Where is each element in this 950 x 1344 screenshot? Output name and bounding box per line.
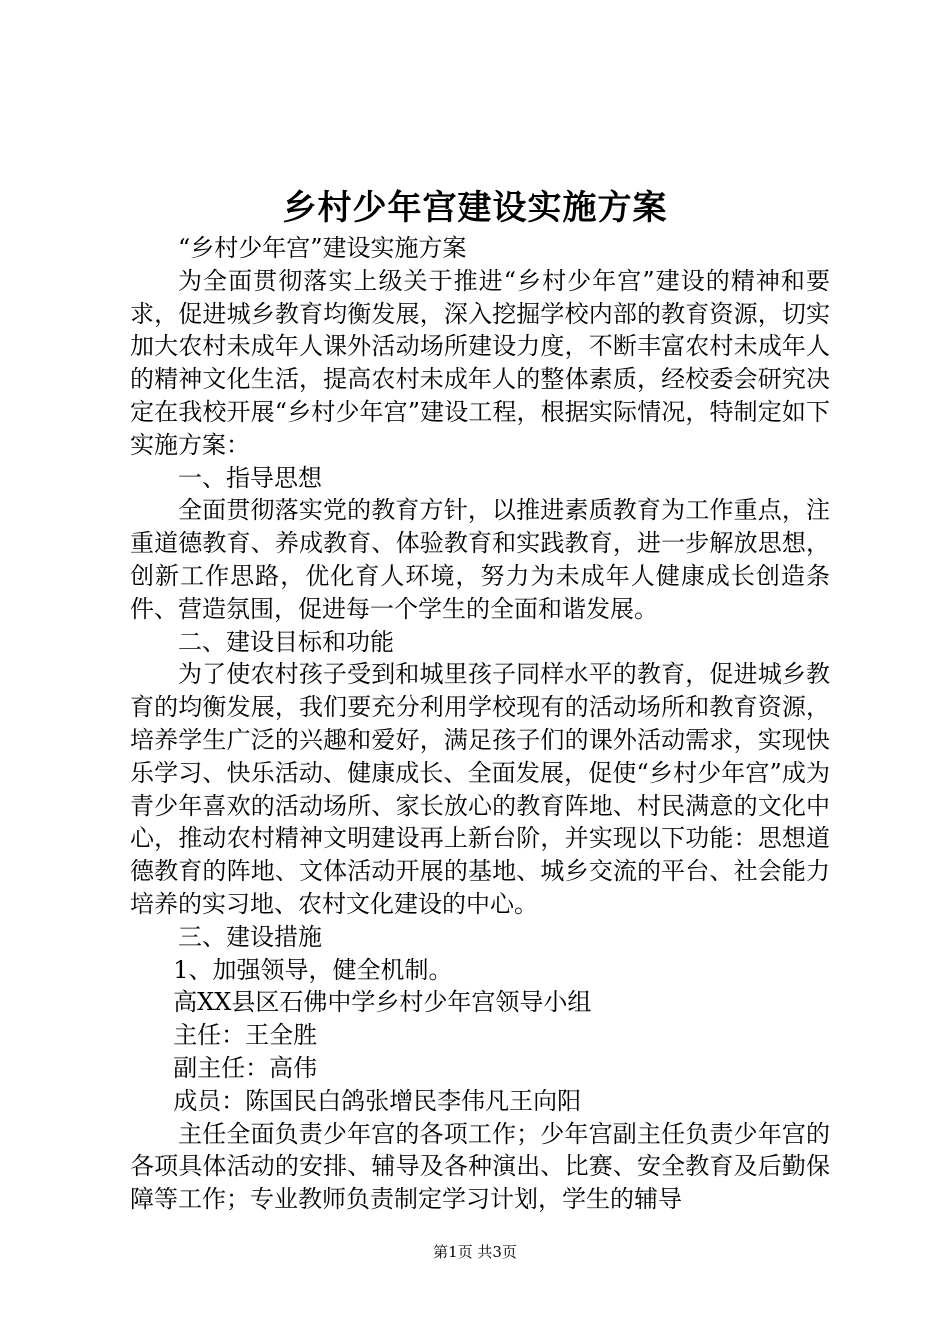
guiding-ideology-paragraph: 全面贯彻落实党的教育方针，以推进素质教育为工作重点，注重道德教育、养成教育、体验教育和实践教育，进一步解放思想，创新工作思路，优化育人环境，努力为未成年人健康成长创造条件、营造氛围，促进每一个学生的全面和谐发展。 [130, 496, 830, 623]
leadership-members: 成员：陈国民白鸽张增民李伟凡王向阳 [173, 1086, 582, 1115]
leadership-group-name: 高XX县区石佛中学乡村少年宫领导小组 [173, 988, 592, 1017]
page-footer: 第1页 共3页 [433, 1243, 517, 1261]
section-heading-goals-functions: 二、建设目标和功能 [178, 627, 394, 656]
intro-paragraph: 为全面贯彻落实上级关于推进“乡村少年宫”建设的精神和要求，促进城乡教育均衡发展，深入挖掘学校内部的教育资源，切实加大农村未成年人课外活动场所建设力度，不断丰富农村未成年人的精神文化生活，提高农村未成年人的整体素质，经校委会研究决定在我校开展“乡村少年宫”建设工程，根据实际情况，特制定如下实施方案： [130, 266, 830, 459]
section-heading-measures: 三、建设措施 [178, 922, 322, 951]
subtitle-paragraph: “乡村少年宫”建设实施方案 [178, 234, 467, 262]
goals-functions-paragraph: 为了使农村孩子受到和城里孩子同样水平的教育，促进城乡教育的均衡发展，我们要充分利用学校现有的活动场所和教育资源，培养学生广泛的兴趣和爱好，满足孩子们的课外活动需求，实现快乐学习、快乐活动、健康成长、全面发展，促使“乡村少年宫”成为青少年喜欢的活动场所、家长放心的教育阵地、村民满意的文化中心，推动农村精神文明建设再上新台阶，并实现以下功能：思想道德教育的阵地、文体活动开展的基地、城乡交流的平台、社会能力培养的实习地、农村文化建设的中心。 [130, 660, 830, 918]
document-body [130, 232, 830, 1216]
responsibilities-paragraph: 主任全面负责少年宫的各项工作；少年宫副主任负责少年宫的各项具体活动的安排、辅导及各种演出、比赛、安全教育及后勤保障等工作；专业教师负责制定学习计划，学生的辅导 [130, 1119, 830, 1214]
section-heading-guiding-ideology: 一、指导思想 [178, 463, 322, 492]
measure-item-1: 1、加强领导，健全机制。 [173, 955, 453, 984]
document-title: 乡村少年宫建设实施方案 [282, 188, 668, 228]
leadership-director: 主任：王全胜 [173, 1021, 318, 1050]
leadership-deputy-director: 副主任：高伟 [173, 1053, 318, 1082]
